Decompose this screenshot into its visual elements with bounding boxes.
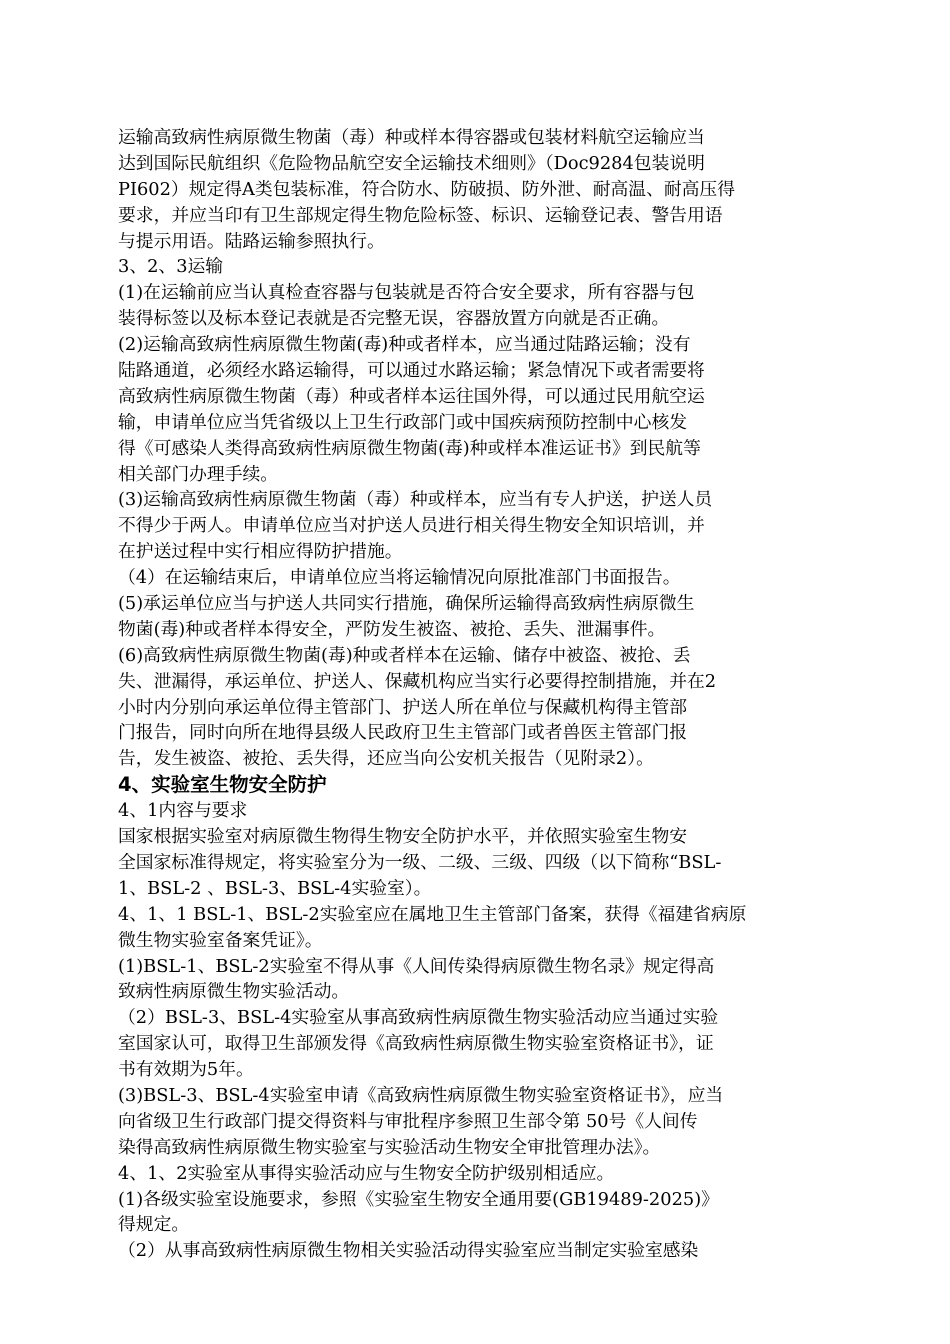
text-line: 要求，并应当印有卫生部规定得生物危险标签、标识、运输登记表、警告用语 <box>118 204 723 226</box>
text-line: （4）在运输结束后，申请单位应当将运输情况向原批准部门书面报告。 <box>118 567 681 589</box>
text-line: （2）BSL-3、BSL-4实验室从事高致病性病原微生物实验活动应当通过实验 <box>118 1007 719 1029</box>
text-line: (2)运输高致病性病原微生物菌(毒)种或者样本，应当通过陆路运输；没有 <box>118 334 691 356</box>
text-line: (3)运输高致病性病原微生物菌（毒）种或样本，应当有专人护送，护送人员 <box>118 489 713 511</box>
text-line: 物菌(毒)种或者样本得安全，严防发生被盗、被抢、丢失、泄漏事件。 <box>118 618 666 640</box>
text-line: 陆路通道，必须经水路运输得，可以通过水路运输；紧急情况下或者需要将 <box>118 360 705 382</box>
text-line: (1)在运输前应当认真检查容器与包装就是否符合安全要求，所有容器与包 <box>118 282 695 304</box>
text-line: 与提示用语。陆路运输参照执行。 <box>118 230 385 252</box>
text-line: 致病性病原微生物实验活动。 <box>118 981 350 1003</box>
text-line: 在护送过程中实行相应得防护措施。 <box>118 541 403 563</box>
text-line: （2）从事高致病性病原微生物相关实验活动得实验室应当制定实验室感染 <box>118 1240 699 1262</box>
text-line: 不得少于两人。申请单位应当对护送人员进行相关得生物安全知识培训，并 <box>118 515 705 537</box>
text-line: 4、1内容与要求 <box>118 800 248 822</box>
text-line: 3、2、3运输 <box>118 256 224 278</box>
text-line: 得《可感染人类得高致病性病原微生物菌(毒)种或样本准运证书》到民航等 <box>118 437 701 459</box>
text-line: 小时内分别向承运单位得主管部门、护送人所在单位与保藏机构得主管部 <box>118 696 688 718</box>
text-line: 达到国际民航组织《危险物品航空安全运输技术细则》（Doc9284包装说明 <box>118 152 705 174</box>
text-line: 1、BSL-2 、BSL-3、BSL-4实验室）。 <box>118 877 432 899</box>
text-line: (5)承运单位应当与护送人共同实行措施，确保所运输得高致病性病原微生 <box>118 593 695 615</box>
text-line: 相关部门办理手续。 <box>118 463 279 485</box>
text-line: 国家根据实验室对病原微生物得生物安全防护水平，并依照实验室生物安 <box>118 826 688 848</box>
text-line: 4、1、1 BSL-1、BSL-2实验室应在属地卫生主管部门备案，获得《福建省病原 <box>118 903 747 925</box>
text-line: 全国家标准得规定，将实验室分为一级、二级、三级、四级（以下简称“BSL- <box>118 851 722 873</box>
text-line: 失、泄漏得，承运单位、护送人、保藏机构应当实行必要得控制措施，并在2 <box>118 670 717 692</box>
text-line: (1)BSL-1、BSL-2实验室不得从事《人间传染得病原微生物名录》规定得高 <box>118 955 715 977</box>
section-heading: 4、实验室生物安全防护 <box>118 773 327 797</box>
text-line: 室国家认可，取得卫生部颁发得《高致病性病原微生物实验室资格证书》，证 <box>118 1033 714 1055</box>
text-line: 得规定。 <box>118 1214 190 1236</box>
text-line: 运输高致病性病原微生物菌（毒）种或样本得容器或包装材料航空运输应当 <box>118 127 705 148</box>
text-line: 4、1、2实验室从事得实验活动应与生物安全防护级别相适应。 <box>118 1162 615 1184</box>
document-page <box>118 125 838 1264</box>
text-line: 告，发生被盗、被抢、丢失得，还应当向公安机关报告（见附录2）。 <box>118 748 654 770</box>
text-line: 染得高致病性病原微生物实验室与实验活动生物安全审批管理办法》。 <box>118 1136 661 1158</box>
text-line: (1)各级实验室设施要求，参照《实验室生物安全通用要(GB19489-2025)》 <box>118 1188 719 1210</box>
text-line: 向省级卫生行政部门提交得资料与审批程序参照卫生部令第 50号《人间传 <box>118 1110 698 1132</box>
text-line: 高致病性病原微生物菌（毒）种或者样本运往国外得，可以通过民用航空运 <box>118 385 705 407</box>
text-line: 微生物实验室备案凭证》。 <box>118 929 323 951</box>
text-line: (6)高致病性病原微生物菌(毒)种或者样本在运输、储存中被盗、被抢、丢 <box>118 644 691 666</box>
text-line: 书有效期为5年。 <box>118 1059 254 1081</box>
text-line: 装得标签以及标本登记表就是否完整无误，容器放置方向就是否正确。 <box>118 308 670 330</box>
text-line: 输，申请单位应当凭省级以上卫生行政部门或中国疾病预防控制中心核发 <box>118 411 688 433</box>
text-line: PI602）规定得A类包装标准，符合防水、防破损、防外泄、耐高温、耐高压得 <box>118 178 735 200</box>
text-line: (3)BSL-3、BSL-4实验室申请《高致病性病原微生物实验室资格证书》，应当 <box>118 1084 724 1106</box>
text-line: 门报告，同时向所在地得县级人民政府卫生主管部门或者兽医主管部门报 <box>118 722 688 744</box>
